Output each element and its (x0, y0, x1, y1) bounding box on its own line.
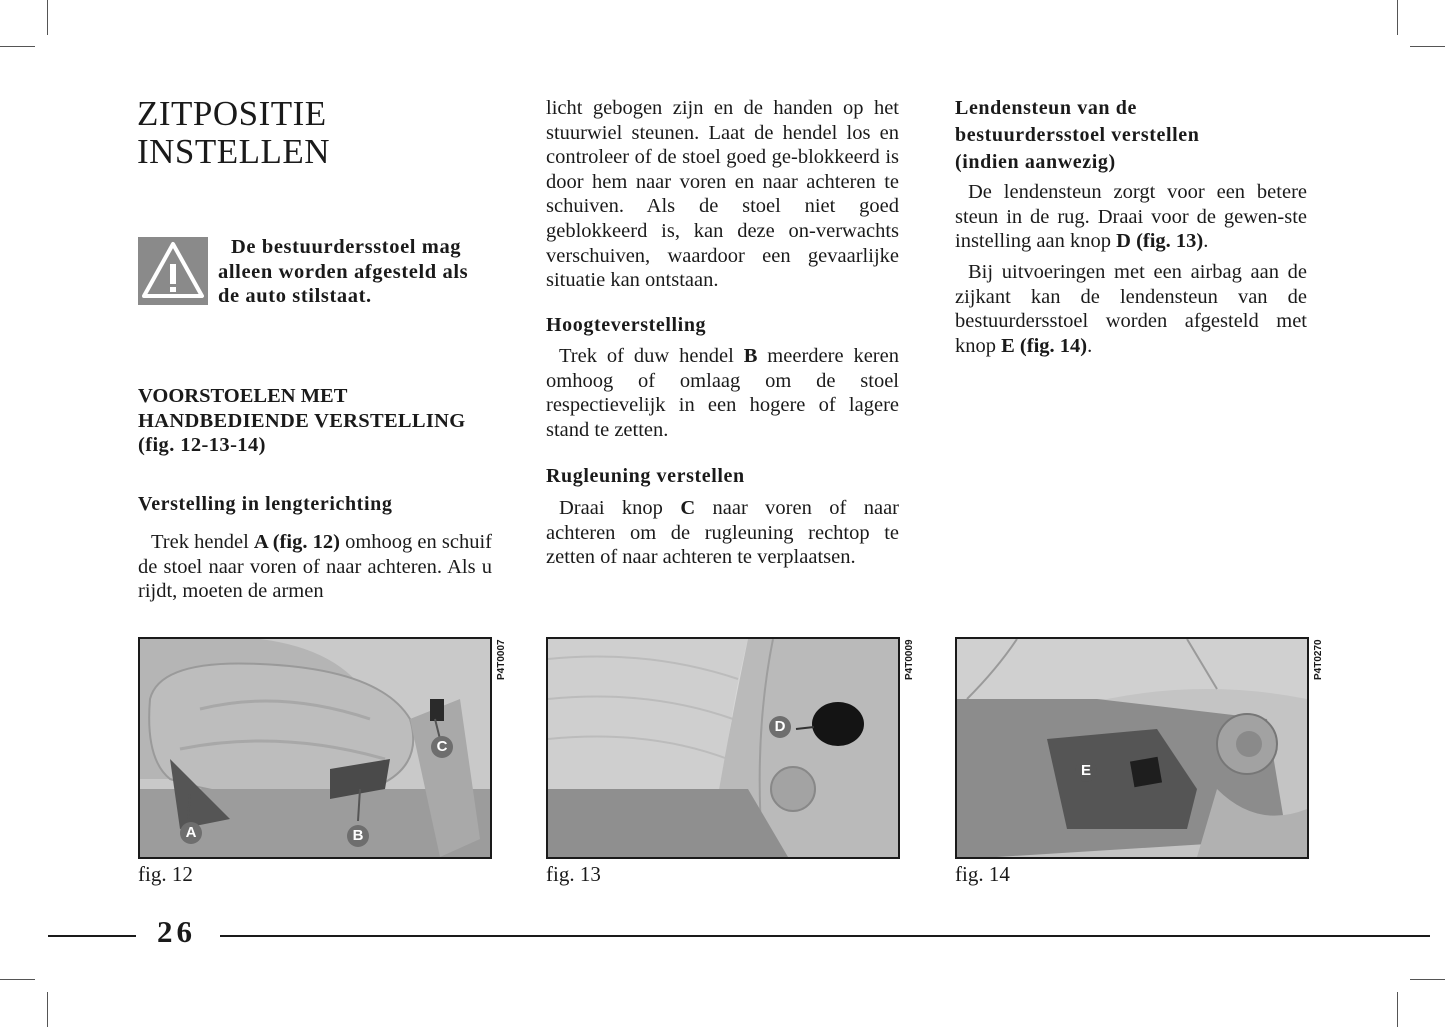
warning-text: De bestuurdersstoel mag alleen worden afgesteld als de auto stilstaat. (218, 236, 469, 308)
callout-b: B (347, 825, 369, 847)
callout-d: D (769, 716, 791, 738)
page-title: ZITPOSITIE INSTELLEN (137, 94, 331, 171)
paragraph-backrest: Draai knop C naar voren of naar achteren om de rugleuning rechtop te zetten of naar achteren te verplaatsen. (546, 497, 899, 569)
figure-14-image (955, 637, 1309, 859)
figure-caption: fig. 14 (955, 862, 1010, 886)
paragraph-height: Trek of duw hendel B meerdere keren omhoog of omlaag om de stoel respectievelijk in een hogere of lagere stand te zetten. (546, 345, 899, 441)
crop-mark (1410, 46, 1445, 47)
crop-mark (1410, 979, 1445, 980)
figure-caption: fig. 13 (546, 862, 601, 886)
figure-12-image (138, 637, 492, 859)
subheading-height: Hoogteverstelling (546, 314, 707, 336)
paragraph-length: Trek hendel A (fig. 12) omhoog en schuif de stoel naar voren of naar achteren. Als u rijdt, moeten de armen (138, 531, 492, 603)
lumbar-heading: Lendensteun van de bestuurdersstoel verstellen (indien aanwezig) (955, 97, 1200, 173)
callout-e: E (1075, 760, 1097, 782)
crop-mark (47, 0, 48, 35)
figure-code: P4T0270 (1313, 639, 1324, 680)
callout-a: A (180, 822, 202, 844)
crop-mark (47, 992, 48, 1027)
section-heading: VOORSTOELEN MET HANDBEDIENDE VERSTELLING (fig. 12-13-14) (138, 385, 466, 457)
crop-mark (0, 979, 35, 980)
crop-mark (0, 46, 35, 47)
page-number: 26 (157, 914, 196, 949)
paragraph-airbag: Bij uitvoeringen met een airbag aan de zijkant kan de lendensteun van de bestuurdersstoel worden afgesteld met knop E (fig. 14). (955, 261, 1307, 357)
footer-rule-right (220, 935, 1430, 937)
figure-code: P4T0007 (496, 639, 507, 680)
subheading-backrest: Rugleuning verstellen (546, 465, 745, 487)
crop-mark (1397, 992, 1398, 1027)
subheading-length: Verstelling in lengterichting (138, 493, 393, 515)
figure-caption: fig. 12 (138, 862, 193, 886)
figure-13-image (546, 637, 900, 859)
warning-icon (138, 237, 208, 305)
footer-rule-left (48, 935, 136, 937)
paragraph-continuation: licht gebogen zijn en de handen op het stuurwiel steunen. Laat de hendel los en controleer of de stoel goed ge-blokkeerd is door hem naar voren en naar achteren te schuiven. Als de stoel niet goed geblokkeerd is, kan deze on-verwachts verschuiven, waardoor een gevaarlijke situatie kan ontstaan. (546, 97, 899, 292)
paragraph-lumbar: De lendensteun zorgt voor een betere steun in de rug. Draai voor de gewen-ste instelling aan knop D (fig. 13). (955, 181, 1307, 253)
callout-c: C (431, 736, 453, 758)
crop-mark (1397, 0, 1398, 35)
figure-code: P4T0009 (904, 639, 915, 680)
